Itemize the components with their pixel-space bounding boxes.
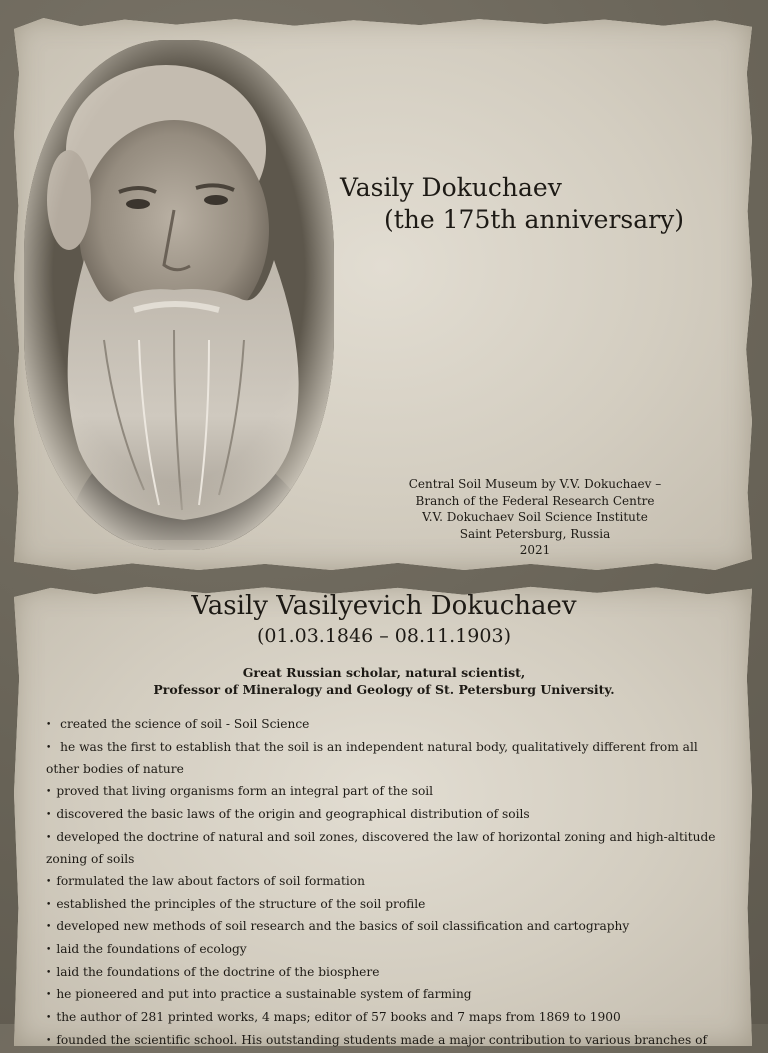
list-item	[46, 804, 726, 827]
list-item-text: the author of 281 printed works, 4 maps; editor of 57 books and 7 maps from 1869 to 1900	[56, 1010, 621, 1025]
biography-description	[0, 664, 768, 698]
list-item-text: created the science of soil - Soil Science	[56, 717, 310, 731]
description-line: Professor of Mineralogy and Geology of St. Petersburg University.	[153, 682, 615, 697]
list-item	[46, 1007, 726, 1030]
description-line: Great Russian scholar, natural scientist,	[242, 665, 526, 680]
institution-credits	[400, 476, 670, 559]
portrait-photo	[24, 40, 334, 550]
institution-line: Branch of the Federal Research Centre	[415, 493, 655, 508]
presentation-title: Vasily Dokuchaev	[340, 173, 562, 202]
bullet-icon: •	[46, 1035, 52, 1046]
list-item	[46, 781, 726, 804]
list-item	[46, 962, 726, 985]
institution-year: 2021	[519, 543, 551, 558]
list-item	[46, 871, 726, 894]
title-block	[340, 172, 684, 236]
bullet-icon: •	[46, 742, 52, 753]
list-item	[46, 1030, 726, 1053]
list-item	[46, 737, 726, 781]
list-item-text: discovered the basic laws of the origin and geographical distribution of soils	[56, 806, 530, 821]
list-item-text: developed the doctrine of natural and soil zones, discovered the law of horizontal zoning and high-altitude zoning of soils	[46, 829, 716, 867]
institution-line: Saint Petersburg, Russia	[459, 526, 611, 541]
list-item-text: developed new methods of soil research and the basics of soil classification and cartography	[56, 919, 630, 934]
bullet-icon: •	[46, 832, 52, 843]
bullet-icon: •	[46, 876, 52, 887]
bullet-icon: •	[46, 1013, 52, 1024]
list-item-text: proved that living organisms form an integral part of the soil	[56, 784, 434, 799]
bullet-icon: •	[46, 945, 52, 956]
biography-name: Vasily Vasilyevich Dokuchaev	[191, 591, 577, 621]
biography-dates: (01.03.1846 – 08.11.1903)	[257, 625, 511, 647]
list-item-text: laid the foundations of the doctrine of the biosphere	[56, 964, 380, 979]
list-item	[46, 827, 726, 871]
list-item	[46, 939, 726, 962]
list-item	[46, 984, 726, 1007]
list-item-text: founded the scientific school. His outstanding students made a major contribution to various branches of	[56, 1032, 707, 1047]
achievements-list	[46, 714, 726, 1053]
presentation-subtitle: (the 175th anniversary)	[384, 205, 684, 234]
bullet-icon: •	[46, 990, 52, 1001]
bullet-icon: •	[46, 922, 52, 933]
list-item	[46, 894, 726, 917]
bullet-icon: •	[46, 787, 52, 798]
bullet-icon: •	[46, 967, 52, 978]
institution-line: V.V. Dokuchaev Soil Science Institute	[422, 510, 648, 525]
bullet-icon: •	[46, 809, 52, 820]
list-item-text: established the principles of the structure of the soil profile	[56, 896, 426, 911]
list-item-text: he pioneered and put into practice a sustainable system of farming	[56, 987, 472, 1002]
list-item	[46, 714, 726, 737]
list-item	[46, 916, 726, 939]
bullet-icon: •	[46, 899, 52, 910]
list-item-text: he was the first to establish that the soil is an independent natural body, qualitatively different from all other bodies of nature	[46, 739, 698, 777]
list-item-text: laid the foundations of ecology	[56, 942, 247, 957]
list-item-text: formulated the law about factors of soil formation	[56, 873, 365, 888]
institution-line: Central Soil Museum by V.V. Dokuchaev –	[408, 477, 662, 491]
bullet-icon: •	[46, 720, 52, 730]
